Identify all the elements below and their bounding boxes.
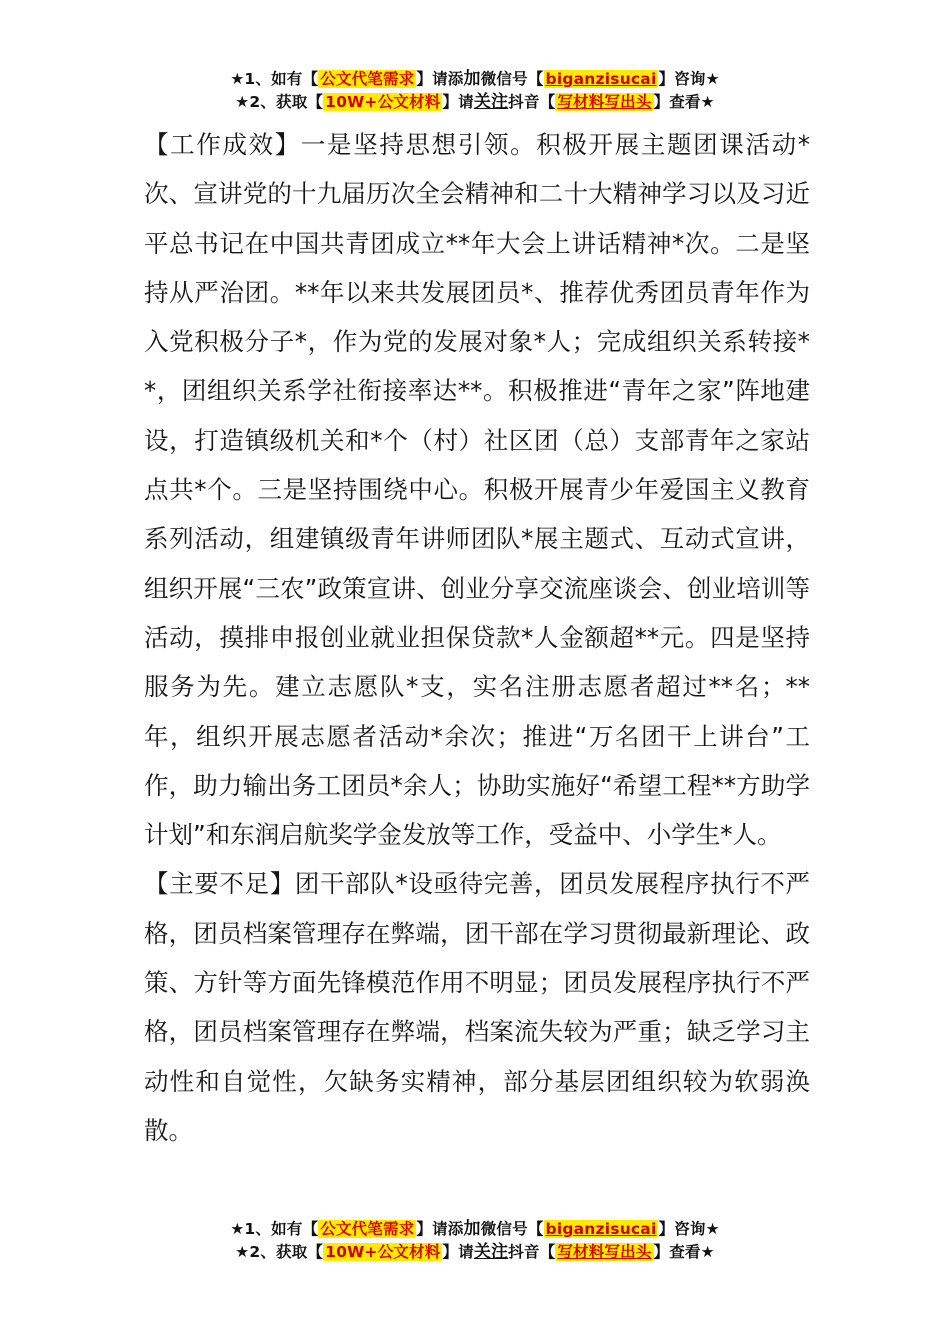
banner-text: ★1、如有【 (230, 70, 319, 88)
banner-line-2 (0, 91, 950, 114)
banner-text: 】查看★ (653, 1243, 715, 1261)
banner-line-2 (0, 1241, 950, 1264)
banner-text: 】请 (442, 1243, 474, 1261)
banner-emphasis: 加 (463, 69, 481, 89)
banner-line-1 (0, 68, 950, 91)
banner-emphasis: 关注 (473, 92, 509, 112)
banner-text: 微信号【 (480, 70, 544, 88)
paragraph-shortcomings: 【主要不足】团干部队*设亟待完善，团员发展程序执行不严格，团员档案管理存在弊端，团干部在学习贯彻最新理论、政策、方针等方面先锋模范作用不明显；团员发展程序执行不严格，团员档案管理存在弊端，档案流失较为严重；缺乏学习主动性和自觉性，欠缺务实精神，部分基层团组织较为软弱涣散。 (144, 869, 810, 1145)
banner-text: ★2、获取【 (235, 93, 324, 111)
banner-text: 】咨询★ (658, 70, 720, 88)
paragraph-work-results: 【工作成效】一是坚持思想引领。积极开展主题团课活动*次、宣讲党的十九届历次全会精神和二十大精神学习以及习近平总书记在中国共青团成立**年大会上讲话精神*次。二是坚持从严治团。**年以来共发展团员*、推荐优秀团员青年作为入党积极分子*，作为党的发展对象*人；完成组织关系转接**，团组织关系学社衔接率达**。积极推进“青年之家”阵地建设，打造镇级机关和*个（村）社区团（总）支部青年之家站点共*个。三是坚持围绕中心。积极开展青少年爱国主义教育系列活动，组建镇级青年讲师团队*展主题式、互动式宣讲，组织开展“三农”政策宣讲、创业分享交流座谈会、创业培训等活动，摸排申报创业就业担保贷款*人金额超**元。四是坚持服务为先。建立志愿队*支，实名注册志愿者超过**名；**年，组织开展志愿者活动*余次；推进“万名团干上讲台”工作，助力输出务工团员*余人；协助实施好“希望工程**方助学计划”和东润启航奖学金发放等工作，受益中、小学生*人。 (144, 130, 810, 850)
banner-text: 】请 (442, 93, 474, 111)
footer-banner (0, 1218, 950, 1264)
banner-text: 】请添 (416, 70, 464, 88)
banner-text: ★1、如有【 (230, 1220, 319, 1238)
douyin-account-link[interactable]: 写材料写出头 (557, 1243, 652, 1261)
banner-text: 】查看★ (653, 93, 715, 111)
materials-highlight: 10W+公文材料 (325, 93, 441, 111)
banner-emphasis: 关注 (473, 1242, 509, 1262)
ghostwriting-highlight: 公文代笔需求 (320, 70, 415, 88)
banner-text: ★2、获取【 (235, 1243, 324, 1261)
banner-text: 】咨询★ (658, 1220, 720, 1238)
ghostwriting-highlight: 公文代笔需求 (320, 1220, 415, 1238)
document-body (144, 120, 810, 1155)
banner-text: 抖音【 (508, 93, 556, 111)
banner-text: 】请添 (416, 1220, 464, 1238)
wechat-id-link[interactable]: biganzisucai (545, 1220, 657, 1238)
banner-text: 微信号【 (480, 1220, 544, 1238)
banner-text: 抖音【 (508, 1243, 556, 1261)
banner-emphasis: 加 (463, 1219, 481, 1239)
materials-highlight: 10W+公文材料 (325, 1243, 441, 1261)
wechat-id-link[interactable]: biganzisucai (545, 70, 657, 88)
douyin-account-link[interactable]: 写材料写出头 (557, 93, 652, 111)
header-banner (0, 68, 950, 114)
banner-line-1 (0, 1218, 950, 1241)
